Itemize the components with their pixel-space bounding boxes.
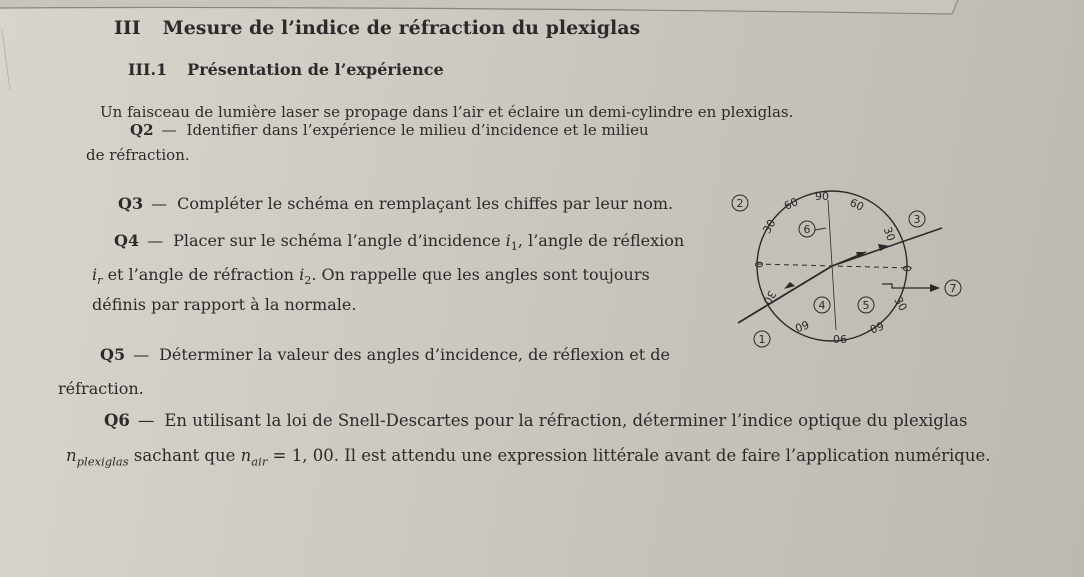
q6-text: . Il est attendu une expression littérale avant de faire l’application numérique. (333, 446, 991, 465)
scale-label: 60 (847, 196, 866, 214)
dash: — (151, 194, 168, 213)
scale-label: 30 (880, 225, 898, 243)
q2-continuation: de réfraction. (86, 146, 190, 164)
q5-text: Déterminer la valeur des angles d’incidence, de réflexion et de (159, 345, 670, 364)
scale-label: 30 (760, 217, 779, 236)
q6-label: Q6 (104, 411, 130, 430)
scale-label: 30 (760, 288, 779, 307)
exit-arrow (930, 284, 940, 292)
q5-label: Q5 (100, 345, 126, 364)
marker-1 (754, 331, 770, 347)
q3-text: Compléter le schéma en remplaçant les chiffes par leur nom. (177, 194, 674, 213)
n-plexiglas: n (66, 446, 77, 465)
marker-5 (858, 297, 874, 313)
q4-line3: définis par rapport à la normale. (92, 295, 357, 314)
refracted-ray-exit (882, 284, 934, 288)
q2-label: Q2 (130, 121, 154, 139)
incident-arrow (784, 282, 795, 289)
scale-label: 60 (793, 317, 811, 335)
q2-text: Identifier dans l’expérience le milieu d’incidence et le milieu (186, 121, 649, 139)
section-title: Mesure de l’indice de réfraction du plexiglas (162, 17, 641, 39)
n-plexiglas-sub: plexiglas (76, 454, 129, 469)
scale-label: 60 (782, 195, 801, 213)
marker-2 (732, 195, 748, 211)
svg-text:3: 3 (913, 213, 921, 226)
svg-text:2: 2 (736, 197, 744, 210)
reflected-arrow (878, 244, 890, 251)
incident-ray (738, 266, 832, 323)
angle-ir-sub: r (97, 274, 103, 288)
n-air: n (240, 446, 252, 465)
dash: — (137, 411, 155, 430)
angle-i2-sub: 2 (304, 274, 312, 288)
q4-text: Placer sur le schéma l’angle d’incidence (173, 231, 506, 250)
subsection-number: III.1 (128, 60, 168, 79)
marker-7 (945, 280, 961, 296)
subsection-title: Présentation de l’expérience (187, 60, 444, 79)
q3-label: Q3 (118, 194, 144, 213)
marker-6 (799, 221, 815, 237)
n-air-value: = 1, 00 (267, 446, 334, 465)
scale-label: 06 (833, 333, 847, 346)
scale-label: 09 (868, 319, 886, 337)
n-air-sub: air (251, 454, 268, 469)
svg-text:1: 1 (758, 333, 766, 346)
q6-text: sachant que (128, 446, 241, 465)
dash: — (133, 345, 150, 364)
q4-text: et l’angle de réfraction (102, 265, 300, 284)
q5-line2: réfraction. (58, 379, 144, 398)
marker-4 (814, 297, 830, 313)
scale-label: 0 (900, 265, 913, 272)
intro-line: Un faisceau de lumière laser se propage dans l’air et éclaire un demi-cylindre en plexiglas. (100, 103, 794, 121)
q4-text: . On rappelle que les angles sont toujours (311, 265, 650, 284)
dash: — (161, 121, 177, 139)
q4-text: , l’angle de réflexion (517, 231, 685, 250)
marker-3 (909, 211, 925, 227)
pointer-6 (815, 228, 826, 230)
svg-text:6: 6 (803, 223, 811, 236)
angle-i1-sub: 1 (510, 240, 518, 254)
scale-label: 30 (891, 294, 910, 314)
scale-label: 0 (752, 261, 765, 268)
q4-label: Q4 (114, 231, 140, 250)
svg-text:4: 4 (818, 299, 826, 312)
svg-text:5: 5 (862, 299, 870, 312)
angle-i2: i (299, 265, 305, 284)
dash: — (147, 231, 164, 250)
section-number: III (114, 17, 141, 39)
angle-i1: i (505, 231, 511, 250)
scale-label: 90 (815, 190, 829, 203)
q6-text: En utilisant la loi de Snell-Descartes pour la réfraction, déterminer l’indice optique du plexiglas (164, 411, 968, 430)
angle-ir: i (92, 265, 98, 284)
svg-text:7: 7 (949, 282, 957, 295)
